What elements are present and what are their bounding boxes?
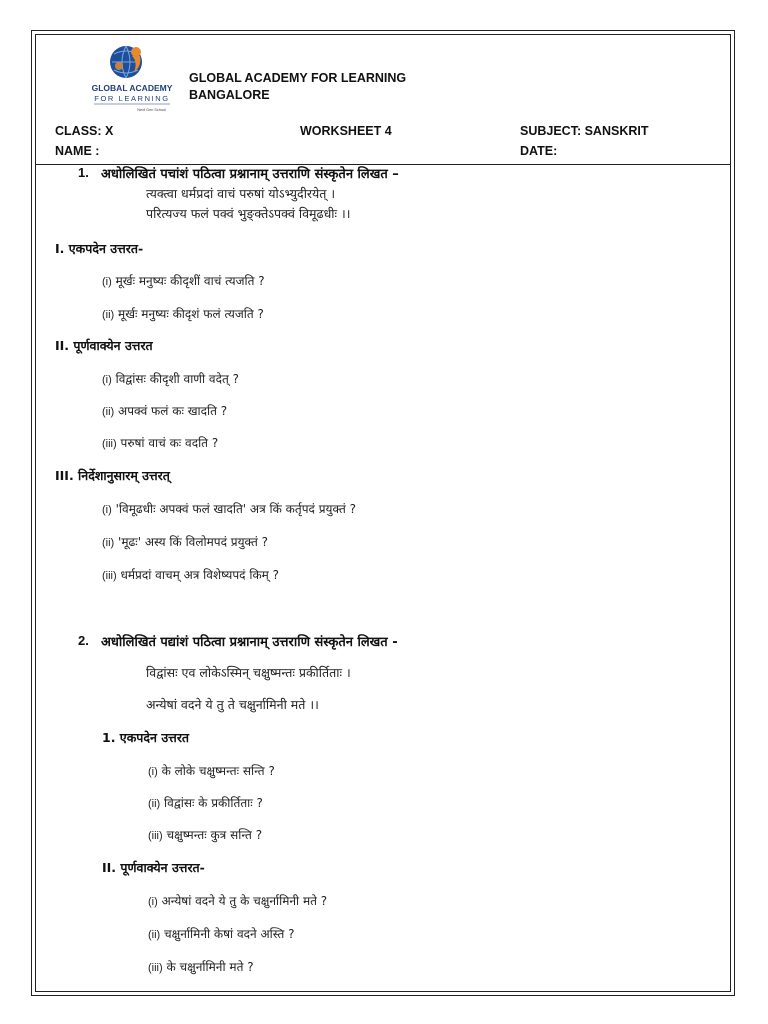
q1-section2-heading: II. पूर्णवाक्येन उत्तरत (55, 338, 153, 353)
name-label: NAME : (55, 144, 100, 158)
list-item: (i) मूर्खः मनुष्यः कीदृशीं वाचं त्यजति ? (102, 274, 265, 288)
q1-section1-heading: I. एकपदेन उत्तरत- (55, 241, 144, 256)
list-item: (i) के लोके चक्षुष्मन्तः सन्ति ? (148, 764, 275, 778)
q1-number: 1. (78, 165, 89, 180)
class-label: CLASS: X (55, 124, 114, 138)
list-item: (ii) विद्वांसः के प्रकीर्तिताः ? (148, 796, 263, 810)
list-item: (ii) चक्षुर्नामिनी केषां वदने अस्ति ? (148, 927, 295, 941)
school-logo (86, 40, 178, 116)
date-label: DATE: (520, 144, 558, 158)
list-item: (ii) मूर्खः मनुष्यः कीदृशं फलं त्यजति ? (102, 307, 264, 321)
school-name-line1: GLOBAL ACADEMY FOR LEARNING (189, 71, 407, 85)
list-item: (ii) अपक्वं फलं कः खादति ? (102, 404, 228, 418)
q1-verse-line2: परित्यज्य फलं पक्वं भुङ्क्तेऽपक्वं विमूढधीः ।। (146, 206, 351, 221)
q1-section3-heading: III. निर्देशानुसारम् उत्तरत् (55, 468, 170, 483)
q2-verse-line1: विद्वांसः एव लोकेऽस्मिन् चक्षुष्मन्तः प्रकीर्तिताः । (146, 665, 351, 680)
list-item: (i) विद्वांसः कीदृशी वाणी वदेत् ? (102, 372, 239, 386)
q2-section2-heading: II. पूर्णवाक्येन उत्तरत- (102, 860, 205, 875)
list-item: (iii) धर्मप्रदां वाचम् अत्र विशेष्यपदं किम् ? (102, 568, 280, 582)
subject-label: SUBJECT: SANSKRIT (520, 124, 649, 138)
list-item: (i) अन्येषां वदने ये तु के चक्षुर्नामिनी मते ? (148, 894, 328, 908)
list-item: (iii) के चक्षुर्नामिनी मते ? (148, 960, 254, 974)
logo-line1: GLOBAL ACADEMY (91, 83, 173, 93)
q1-instruction: अधोलिखितं पचांशं पठित्वा प्रश्नानाम् उत्तराणि संस्कृतेन लिखत – (101, 167, 399, 182)
logo-tagline: Next Gen School (137, 108, 166, 112)
q2-section1-heading: 1. एकपदेन उत्तरत (102, 730, 190, 745)
q2-number: 2. (78, 633, 89, 648)
list-item: (i) 'विमूढधीः अपक्वं फलं खादति' अत्र किं कर्तृपदं प्रयुक्तं ? (102, 502, 356, 516)
list-item: (iii) परुषां वाचं कः वदति ? (102, 436, 219, 450)
worksheet-label: WORKSHEET 4 (300, 124, 392, 138)
q2-instruction: अधोलिखितं पद्यांशं पठित्वा प्रश्नानाम् उत्तराणि संस्कृतेन लिखत - (101, 635, 398, 650)
list-item: (iii) चक्षुष्मन्तः कुत्र सन्ति ? (148, 828, 263, 842)
q1-verse-line1: त्यक्त्वा धर्मप्रदां वाचं परुषां योऽभ्युदीरयेत् । (146, 186, 336, 201)
logo-line2: FOR LEARNING (94, 94, 170, 103)
q2-verse-line2: अन्येषां वदने ये तु ते चक्षुर्नामिनी मते ।। (146, 697, 319, 712)
globe-logo-icon (86, 40, 178, 116)
school-name-line2: BANGALORE (189, 88, 270, 102)
list-item: (ii) 'मूढः' अस्य किं विलोमपदं प्रयुक्तं ? (102, 535, 269, 549)
